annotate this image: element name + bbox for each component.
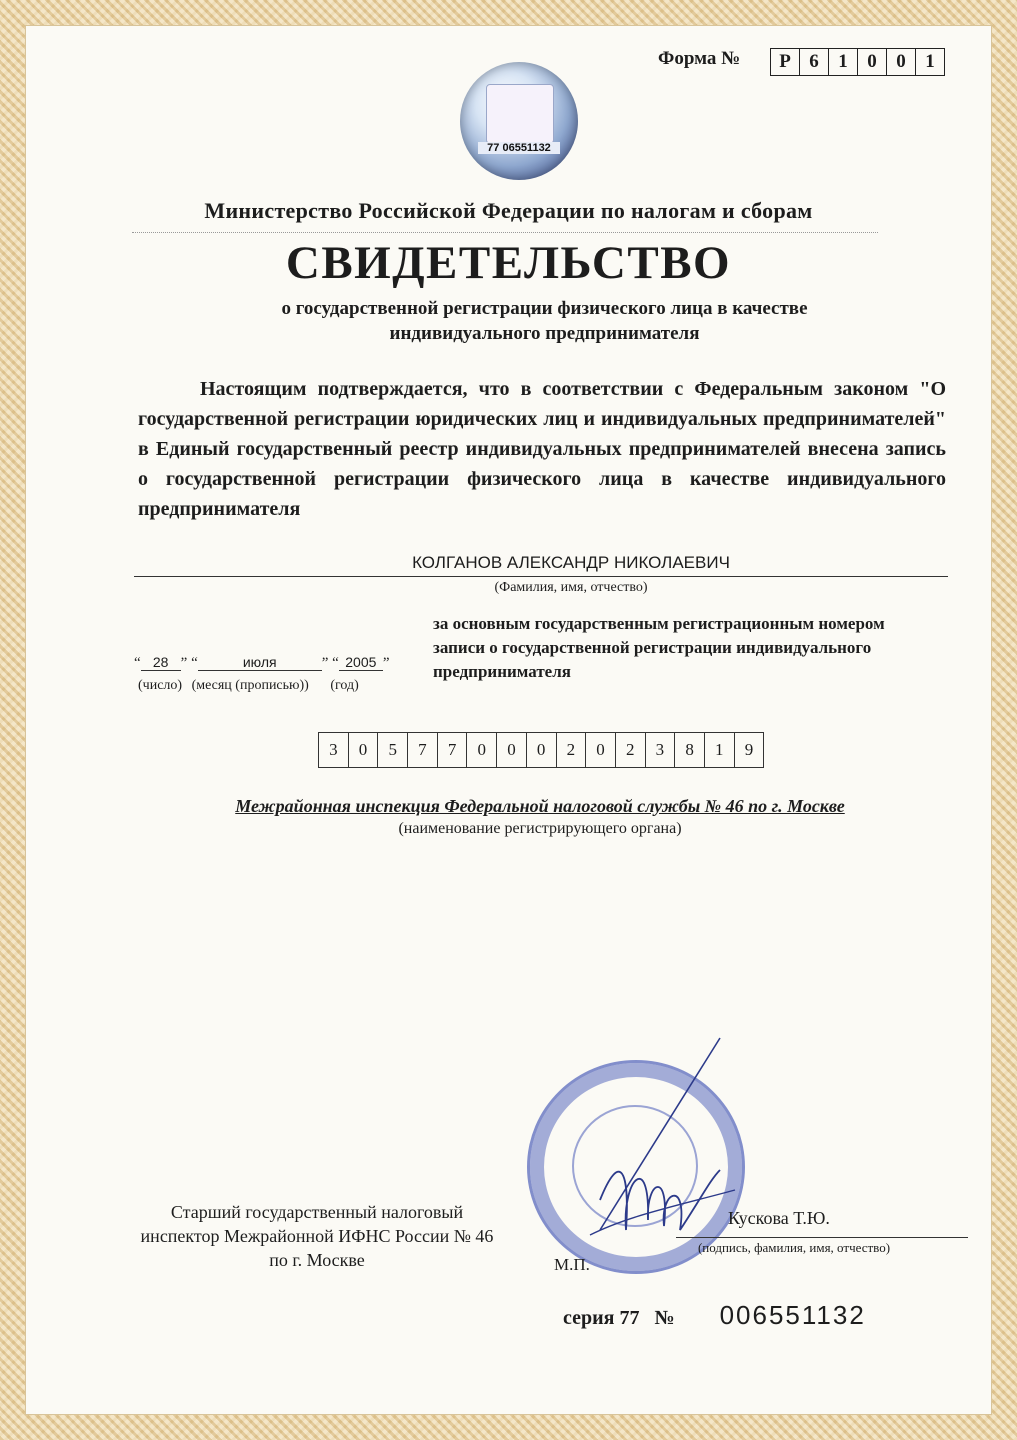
ogrnip-cell: 0	[527, 733, 557, 767]
ogrnip-cell: 3	[646, 733, 676, 767]
date-year: 2005	[339, 654, 383, 671]
form-code-cell: 0	[887, 49, 916, 75]
registration-date: “ 28 ” “ июля ” “ 2005 ”	[134, 654, 390, 671]
certificate-series	[563, 1300, 866, 1331]
ogrnip-cell: 8	[675, 733, 705, 767]
hologram-icon	[460, 62, 578, 180]
name-underline	[134, 576, 948, 577]
form-code-cell: 1	[829, 49, 858, 75]
ogrnip-cell: 1	[705, 733, 735, 767]
ogrnip-cell: 2	[557, 733, 587, 767]
person-name: КОЛГАНОВ АЛЕКСАНДР НИКОЛАЕВИЧ	[412, 553, 730, 572]
registering-authority: Межрайонная инспекция Федеральной налоговой службы № 46 по г. Москве	[235, 796, 845, 816]
form-code-cell: 6	[800, 49, 829, 75]
day-caption: (число)	[138, 678, 183, 693]
form-code	[770, 48, 945, 76]
signer-name: Кускова Т.Ю.	[728, 1208, 830, 1228]
series-label: серия	[563, 1307, 615, 1329]
official-position-line: по г. Москве	[269, 1250, 365, 1270]
registering-authority-caption: (наименование регистрирующего органа)	[398, 820, 682, 837]
signature-underline	[676, 1237, 968, 1238]
ogrnip-cell: 5	[378, 733, 408, 767]
ogrnip-cell: 0	[586, 733, 616, 767]
person-name-caption: (Фамилия, имя, отчество)	[494, 580, 648, 595]
form-code-cell: 1	[925, 51, 935, 72]
signature-caption: (подпись, фамилия, имя, отчество)	[697, 1240, 891, 1255]
official-position	[102, 1200, 532, 1272]
ogrnip-cell: 7	[408, 733, 438, 767]
ogrnip-cell: 7	[438, 733, 468, 767]
certificate-body: Настоящим подтверждается, что в соответствии с Федеральным законом "О государственной регистрации юридических лиц и индивидуальных предпринимателей" в Единый государственный реестр индивидуальных предпринимателей внесена запись о государственной регистрации физического лица в качестве индивидуального предпринимателя	[138, 378, 946, 520]
registration-number-text: за основным государственным регистрационным номером записи о государственной регистрации индивидуального предпринимателя	[433, 614, 885, 681]
ministry-name: Министерство Российской Федерации по налогам и сборам	[204, 198, 813, 223]
hologram-emblem	[486, 84, 554, 144]
ogrnip-cell: 3	[319, 733, 349, 767]
ogrnip-number	[318, 732, 764, 768]
document-subtitle	[0, 296, 1017, 346]
subtitle-line: о государственной регистрации физического лица в качестве	[281, 298, 808, 319]
form-code-cell: Р	[771, 49, 800, 75]
form-label: Форма №	[658, 48, 741, 69]
stamp-place-label: М.П.	[554, 1255, 590, 1274]
ogrnip-cell: 2	[616, 733, 646, 767]
ogrnip-cell: 0	[467, 733, 497, 767]
document-title: СВИДЕТЕЛЬСТВО	[285, 237, 732, 289]
date-day: 28	[141, 654, 181, 671]
official-position-line: инспектор Межрайонной ИФНС России № 46	[140, 1226, 494, 1246]
year-caption: (год)	[330, 678, 359, 693]
date-captions	[138, 678, 359, 694]
month-caption: (месяц (прописью))	[191, 678, 309, 693]
ogrnip-cell: 0	[497, 733, 527, 767]
series-number: 006551132	[719, 1300, 866, 1330]
signature-icon	[560, 1030, 760, 1270]
subtitle-line: индивидуального предпринимателя	[389, 323, 700, 344]
series-code: 77	[619, 1307, 640, 1329]
form-code-cell: 0	[858, 49, 887, 75]
hologram-number: 77 06551132	[478, 142, 560, 154]
divider	[132, 232, 878, 233]
ogrnip-cell: 9	[744, 740, 754, 759]
ogrnip-cell: 0	[349, 733, 379, 767]
date-month: июля	[198, 654, 322, 671]
official-position-line: Старший государственный налоговый	[170, 1202, 464, 1222]
series-number-label: №	[654, 1307, 675, 1329]
